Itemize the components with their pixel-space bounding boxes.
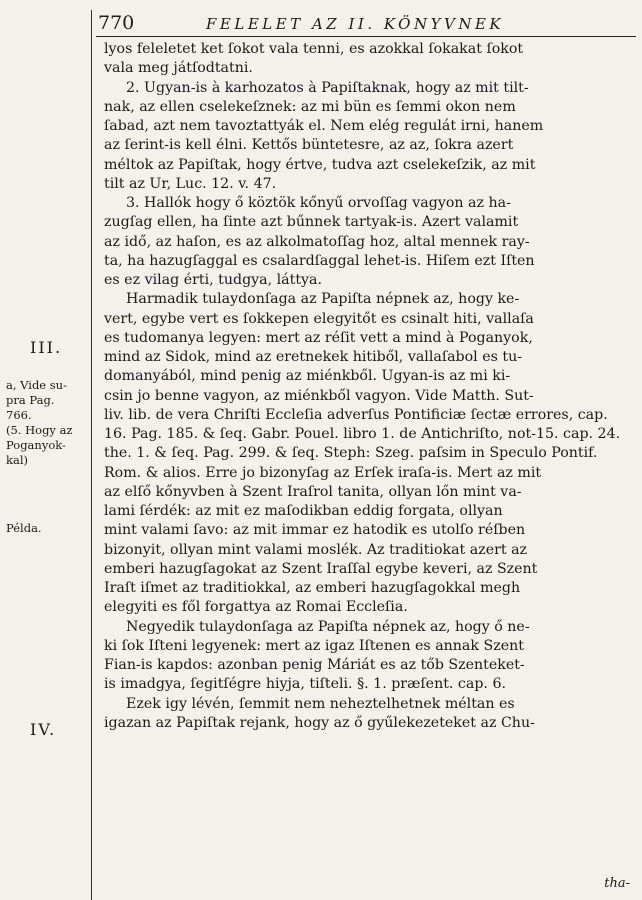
body-line: Rom. & alios. Erre jo bizonyſag az Erſek iraſa-is. Mert az mit (104, 464, 542, 481)
body-line: ta, ha hazugſaggal es csalardſaggal lehet-is. Hiſem ezt Iſten (104, 252, 535, 269)
running-title: FELELET AZ II. KÖNYVNEK (206, 15, 505, 33)
body-line: vala meg játſodtatni. (104, 60, 253, 77)
body-line: 16. Pag. 185. & ſeq. Gabr. Pouel. libro 1. de Antichriſto, not-15. cap. 24. (104, 426, 621, 442)
margin-reference-line: (5. Hogy az (6, 423, 73, 437)
body-line: csin jo benne vagyon, az miénkből vagyon. Vide Matth. Sut- (104, 387, 534, 404)
body-line: méltok az Papiſtak, hogy értve, tudva azt cselekeſzik, az mit (104, 156, 536, 173)
margin-reference-line: pra Pag. (6, 393, 55, 407)
catchword: tha- (604, 876, 630, 891)
body-line: Ezek igy lévén, ſemmit nem neheztelhetnek méltan es (126, 695, 515, 712)
page-number: 770 (98, 12, 135, 34)
body-line: ſabad, azt nem tavoztattyák el. Nem elég regulát irni, hanem (104, 118, 544, 134)
body-line: ki ſok Iſteni legyenek: mert az igaz Iſtenen es annak Szent (104, 637, 524, 654)
body-line: mind az Sidok, mind az eretnekek hitiből, vallaſabol es tu- (104, 349, 523, 365)
body-line: igazan az Papiſtak rejank, hogy az ő gyűlekezeteket az Chu- (104, 714, 535, 731)
margin-example-label: Példa. (6, 521, 42, 535)
body-line: Iraſt iſmet az traditiokkal, az emberi hazugſagokkal megh (104, 580, 521, 596)
body-line: lyos feleletet ket ſokot vala tenni, es azokkal ſokakat ſokot (104, 41, 524, 57)
body-line: tilt az Ur, Luc. 12. v. 47. (104, 175, 277, 192)
body-line: elegyiti es fől forgattya az Romai Eccleſia. (104, 599, 408, 616)
body-line: Harmadik tulaydonſaga az Papiſta népnek az, hogy ke- (126, 291, 520, 308)
margin-reference-line: a, Vide su- (6, 378, 67, 392)
page-header (96, 10, 636, 37)
body-line: az idő, az haſon, es az alkolmatoſſag hoz, altal mennek ray- (104, 233, 530, 250)
body-line: es tudomanya legyen: mert az réſit vett a mind à Poganyok, (104, 329, 533, 346)
body-line: bizonyit, ollyan mint valami moslék. Az traditiokat azert az (104, 541, 528, 558)
body-line: the. 1. & ſeq. Pag. 299. & ſeq. Steph: Szeg. paſsim in Speculo Pontif. (104, 445, 598, 462)
body-line: liv. lib. de vera Chriſti Eccleſia adverſus Pontificiæ ſectæ errores, cap. (104, 406, 608, 423)
body-line: zugſag ellen, ha ſinte azt bűnnek tartyak-is. Azert valamit (104, 214, 519, 231)
body-line: Fian-is kapdos: azonban penig Máriát es az tőb Szenteket- (104, 657, 525, 673)
body-line: Negyedik tulaydonſaga az Papiſta népnek az, hogy ő ne- (126, 618, 530, 635)
body-line: nak, az ellen cselekeſznek: az mi bün es ſemmi okon nem (104, 98, 516, 115)
margin-section-three: III. (30, 338, 63, 357)
margin-reference-note (6, 378, 88, 468)
body-line: domanyából, mind penig az miénkből. Ugyan-is az mi ki- (104, 368, 511, 385)
body-line: az elſő kőnyvben à Szent Iraſrol tanita, ollyan lőn mint va- (104, 483, 522, 500)
body-line: 2. Ugyan-is à karhozatos à Papiſtaknak, hogy az mit tilt- (126, 79, 529, 96)
body-line: lami ſérdék: az mit ez maſodikban eddig forgata, ollyan (104, 503, 503, 519)
margin-reference-line: 766. (6, 408, 32, 422)
margin-rule (91, 10, 92, 900)
body-line: 3. Hallók hogy ő köztök kőnyű orvoſſag vagyon az ha- (126, 195, 511, 211)
margin-reference-line: Poganyok- (6, 438, 66, 452)
body-text (104, 40, 634, 733)
body-line: mint valami ſavo: az mit immar ez hatodik es utolſo réſben (104, 522, 526, 539)
margin-reference-line: kal) (6, 453, 28, 467)
body-line: es ez vilag érti, tudgya, láttya. (104, 272, 323, 288)
body-line: az ſerint-is kell élni. Kettős büntetesre, az az, ſokra azert (104, 137, 514, 154)
margin-section-four: IV. (30, 720, 57, 739)
body-line: is imadgya, ſegitſégre hiyja, tiſteli. §. 1. præſent. cap. 6. (104, 676, 506, 693)
body-line: vert, egybe vert es ſokkepen elegyitőt es csinalt hiti, vallaſa (104, 310, 534, 327)
body-line: emberi hazugſagokat az Szent Iraſſal egybe keveri, az Szent (104, 560, 538, 577)
